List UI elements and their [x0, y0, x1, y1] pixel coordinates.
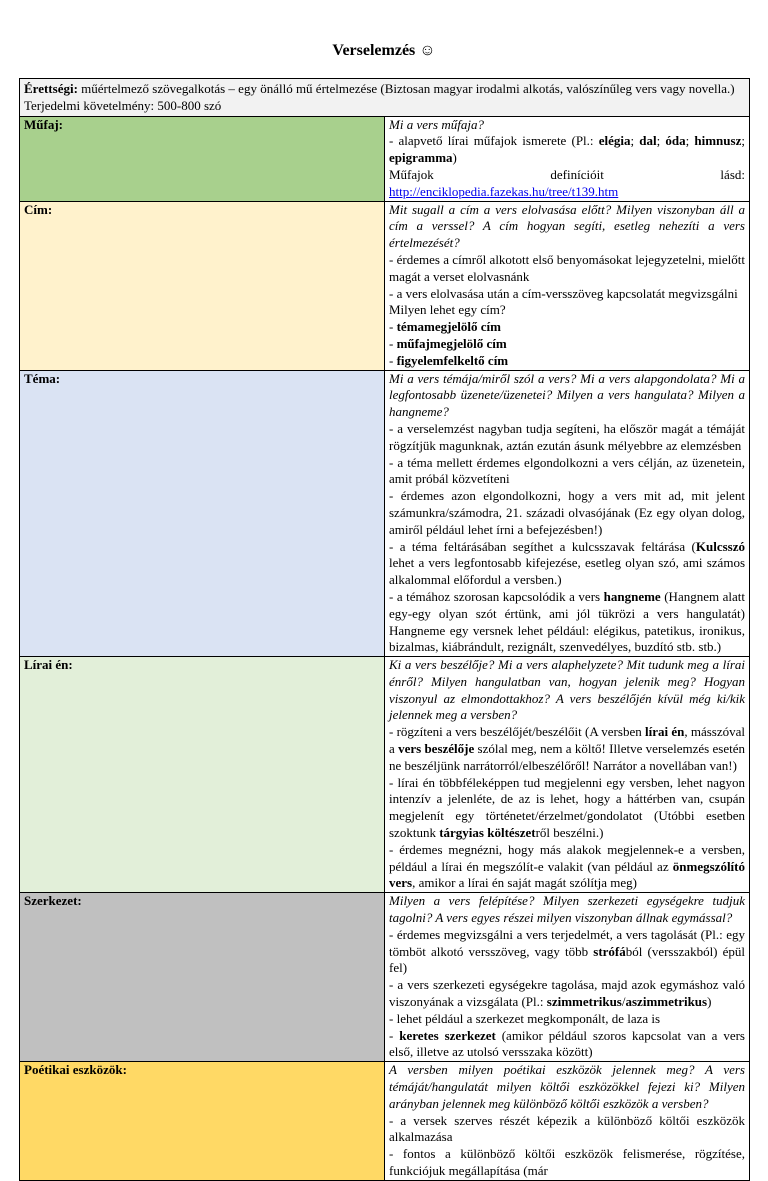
intro-length: Terjedelmi követelmény: 500-800 szó: [24, 97, 222, 113]
text: ): [707, 994, 712, 1010]
label-cim: Cím:: [20, 201, 385, 370]
keyword: keretes szerkezet: [399, 1027, 496, 1043]
label-mufaj: Műfaj:: [20, 116, 385, 201]
lirai-line-2: [389, 775, 745, 842]
question-szerkezet: Milyen a vers felépítése? Milyen szerkezeti egységekre tudjuk tagolni? A vers egyes részei milyen viszonyban állnak egymással?: [389, 893, 745, 926]
row-cim: [20, 201, 750, 370]
text: /: [621, 994, 626, 1010]
definitions-link[interactable]: http://enciklopedia.fazekas.hu/tree/t139.htm: [389, 183, 619, 199]
text: - alapvető lírai műfajok ismerete (Pl.:: [389, 133, 599, 149]
content-poetikai: [385, 1062, 750, 1181]
text: - rögzíteni a vers beszélőjét/beszélőit (A versben: [389, 724, 645, 740]
text: ból (versszakból) épül fel): [389, 943, 746, 976]
title-type: műfajmegjelölő cím: [396, 335, 507, 351]
content-cim: [385, 201, 750, 370]
genre-elegia: elégia: [598, 133, 631, 149]
intro-row: [20, 79, 750, 117]
cim-type-1: - témamegjelölő cím: [389, 319, 501, 335]
content-lirai-en: [385, 657, 750, 893]
title-type: témamegjelölő cím: [396, 319, 501, 335]
label-tema: Téma:: [20, 370, 385, 657]
label-lirai-en: Lírai én:: [20, 657, 385, 893]
sep: ;: [741, 133, 745, 149]
keyword: tárgyias költészet: [439, 825, 536, 841]
row-tema: [20, 370, 750, 657]
intro-cell: [20, 79, 750, 117]
analysis-table: [19, 78, 750, 1181]
row-mufaj: [20, 116, 750, 201]
text: - lírai én többféleképpen tud megjelenni egy versben, lehet nagyon intenzív a jelenléte, de az is lehet, hogy a háttérben van, csupán megjelenít egy történetet/érzelmet/gondolatot (Utóbbi esetben szoktunk: [389, 774, 745, 841]
cim-type-3: - figyelemfelkeltő cím: [389, 352, 509, 368]
question-cim: Mit sugall a cím a vers elolvasása előtt? Milyen viszonyban áll a cím a verssel? A cím hogyan segíti, esetleg nehezíti a vers értelmezését?: [389, 201, 745, 251]
text: - érdemes megvizsgálni a vers terjedelmét, a vers tagolását (Pl.: egy tömböt alkotó versszöveg, vagy több: [389, 926, 745, 959]
text: (Hangnem alatt egy-egy olyan szót értünk, ami jól tükrözi a vers hangulatát) Hangneme egy versnek lehet például: elégikus, patetikus, ironikus, bizalmas, kiábrándult, rezignált, szenvedélyes, buzdító stb. stb.): [389, 588, 746, 655]
text: lehet a vers legfontosabb kifejezése, esetleg olyan szó, ami számos alkalommal előfordul a versben.): [389, 555, 745, 588]
text: , amikor a lírai én saját magát szólítja meg): [412, 875, 638, 891]
szerkezet-line-3: - lehet például a szerkezet megkomponált, de laza is: [389, 1010, 661, 1026]
cim-type-2: - műfajmegjelölő cím: [389, 335, 507, 351]
sep: ;: [656, 133, 666, 149]
tema-line-4: [389, 539, 745, 589]
intro-text: műértelmező szövegalkotás – egy önálló mű értelmezése (Biztosan magyar irodalmi alkotás, valószínűleg vers vagy novella.): [77, 81, 735, 96]
genre-epigramma: epigramma: [389, 150, 453, 166]
lirai-line-3: [389, 842, 745, 892]
tema-line-5: [389, 589, 745, 656]
keyword: lírai én: [644, 724, 685, 740]
keyword: Kulcsszó: [695, 538, 745, 554]
szerkezet-line-2: [389, 977, 745, 1011]
content-szerkezet: [385, 893, 750, 1062]
text: - érdemes megnézni, hogy más alakok megjelennek-e a versben, például a lírai én megszólít-e valakit (van például az: [389, 841, 745, 874]
title-type: figyelemfelkeltő cím: [396, 352, 509, 368]
keyword: strófá: [593, 943, 626, 959]
label-szerkezet: Szerkezet:: [20, 893, 385, 1062]
tema-line-2: - a téma mellett érdemes elgondolkozni a vers célján, az üzenetein, amit próbál közvetíteni: [389, 454, 745, 487]
genre-oda: óda: [665, 133, 686, 149]
label-poetikai: Poétikai eszközök:: [20, 1062, 385, 1181]
text: -: [389, 1027, 400, 1043]
mufaj-line-1: [389, 133, 745, 167]
intro-label: Érettségi:: [24, 81, 78, 96]
sep: ;: [685, 133, 695, 149]
content-tema: [385, 370, 750, 657]
sep: ;: [630, 133, 640, 149]
genre-himnusz: himnusz: [694, 133, 742, 149]
tema-line-1: - a verselemzést nagyban tudja segíteni, ha először magát a témáját rögzítjük magunknak, aztán ezután ásunk mélyebbre az elemzésben: [389, 420, 745, 453]
content-mufaj: [385, 116, 750, 201]
question-poetikai: A versben milyen poétikai eszközök jelennek meg? A vers témáját/hangulatát milyen költői eszközökkel fejezi ki? Milyen arányban jelennek meg különböző költői eszközök a versben?: [389, 1062, 745, 1111]
lirai-line-1: [389, 724, 745, 774]
text: szólal meg, nem a költő! Illetve verselemzés esetén ne beszéljünk narrátorról/elbeszélőről! Narrátor a novellában van!): [389, 741, 745, 773]
question-lirai-en: Ki a vers beszélője? Mi a vers alaphelyzete? Mit tudunk meg a lírai énről? Milyen hangulatban van, hogyan jelenik meg? Hogyan viszonyul az elmondottakhoz? A vers beszélőjén kívül még ki/kik jelennek meg a versben?: [389, 657, 745, 723]
cim-line-3: Milyen lehet egy cím?: [389, 302, 506, 318]
text: - a téma feltárásában segíthet a kulcsszavak feltárása (: [389, 538, 696, 554]
szerkezet-line-4: [389, 1028, 745, 1062]
text: - a témához szorosan kapcsolódik a vers: [389, 588, 604, 604]
keyword: aszimmetrikus: [625, 994, 708, 1010]
question-mufaj: Mi a vers műfaja?: [389, 116, 484, 132]
keyword: önmegszólító vers: [389, 858, 745, 891]
row-lirai-en: [20, 657, 750, 893]
poetikai-line-1: - a versek szerves részét képezik a különböző költői eszközök alkalmazása: [389, 1112, 745, 1145]
tema-line-3: - érdemes azon elgondolkozni, hogy a vers mit ad, mit jelent számunkra/számodra, 21. századi olvasójának (Ez egy olyan dolog, amiről például lehet írni a befejezésben!): [389, 488, 745, 537]
szerkezet-line-1: [389, 927, 745, 977]
row-szerkezet: [20, 893, 750, 1062]
mufaj-line-2: [389, 167, 745, 201]
question-tema: Mi a vers témája/miről szól a vers? Mi a vers alapgondolata? Mi a legfontosabb üzenete/üzenetei? Milyen a vers hangulata? Milyen a hangneme?: [389, 370, 745, 420]
keyword: szimmetrikus: [546, 994, 622, 1010]
page-title: Verselemzés ☺: [332, 42, 436, 59]
text: ): [452, 150, 457, 166]
text: Műfajok definícióit lásd:: [389, 166, 745, 182]
cim-line-1: - érdemes a címről alkotott első benyomásokat lejegyzetelni, mielőtt magát a verset elolvasnánk: [389, 251, 745, 284]
genre-dal: dal: [639, 133, 657, 149]
row-poetikai: [20, 1062, 750, 1181]
text: - a vers szerkezeti egységekre tagolása, majd azok egymáshoz való viszonyának a vizsgálata (Pl.:: [389, 977, 745, 1010]
keyword: vers beszélője: [398, 741, 475, 757]
text: ről beszélni.): [535, 825, 604, 841]
poetikai-line-2: - fontos a különböző költői eszközök felismerése, rögzítése, funkciójuk megállapítása (már: [389, 1146, 745, 1178]
text: , másszóval a: [389, 724, 746, 757]
text: (amikor például szoros kapcsolat van a vers első, illetve az utolsó versszaka között): [389, 1027, 745, 1060]
cim-line-2: - a vers elolvasása után a cím-versszöveg kapcsolatát megvizsgálni: [389, 285, 738, 301]
keyword: hangneme: [603, 588, 661, 604]
